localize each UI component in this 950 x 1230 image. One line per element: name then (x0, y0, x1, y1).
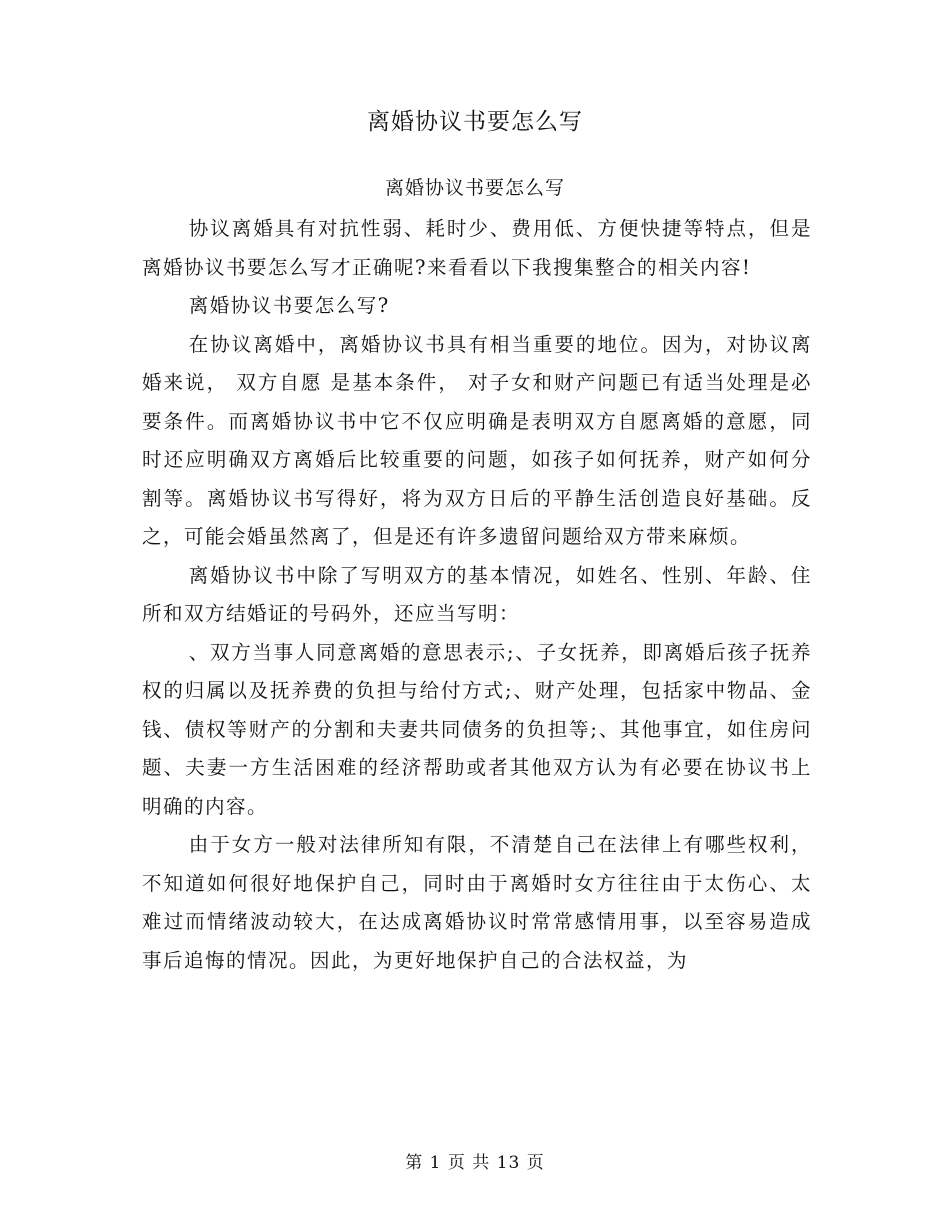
document-title: 离婚协议书要怎么写 (367, 109, 583, 135)
paragraph: 在协议离婚中，离婚协议书具有相当重要的地位。因为，对协议离婚来说， 双方自愿 是基本条件， 对子女和财产问题已有适当处理是必要条件。而离婚协议书中它不仅应明确是表明双方自愿离婚的意愿，同时还应明确双方离婚后比较重要的问题，如孩子如何抚养，财产如何分割等。离婚协议书写得好，将为双方日后的平静生活创造良好基础。反之，可能会婚虽然离了，但是还有许多遗留问题给双方带来麻烦。 (142, 332, 812, 548)
paragraph: 、双方当事人同意离婚的意思表示;、子女抚养，即离婚后孩子抚养权的归属以及抚养费的负担与给付方式;、财产处理，包括家中物品、金钱、债权等财产的分割和夫妻共同债务的负担等;、其他事宜，如住房问题、夫妻一方生活困难的经济帮助或者其他双方认为有必要在协议书上明确的内容。 (142, 640, 812, 818)
paragraph: 离婚协议书中除了写明双方的基本情况，如姓名、性别、年龄、住所和双方结婚证的号码外，还应当写明： (142, 563, 812, 625)
paragraph: 协议离婚具有对抗性弱、耗时少、费用低、方便快捷等特点，但是离婚协议书要怎么写才正确呢?来看看以下我搜集整合的相关内容! (142, 217, 812, 279)
paragraph: 由于女方一般对法律所知有限，不清楚自己在法律上有哪些权利，不知道如何很好地保护自己，同时由于离婚时女方往往由于太伤心、太难过而情绪波动较大，在达成离婚协议时常常感情用事，以至容易造成事后追悔的情况。因此，为更好地保护自己的合法权益，为 (142, 833, 812, 972)
document-subtitle: 离婚协议书要怎么写 (384, 177, 565, 199)
page-number-footer: 第 1 页 共 13 页 (405, 1153, 545, 1173)
paragraph: 离婚协议书要怎么写? (188, 294, 390, 317)
document-body (142, 210, 812, 980)
